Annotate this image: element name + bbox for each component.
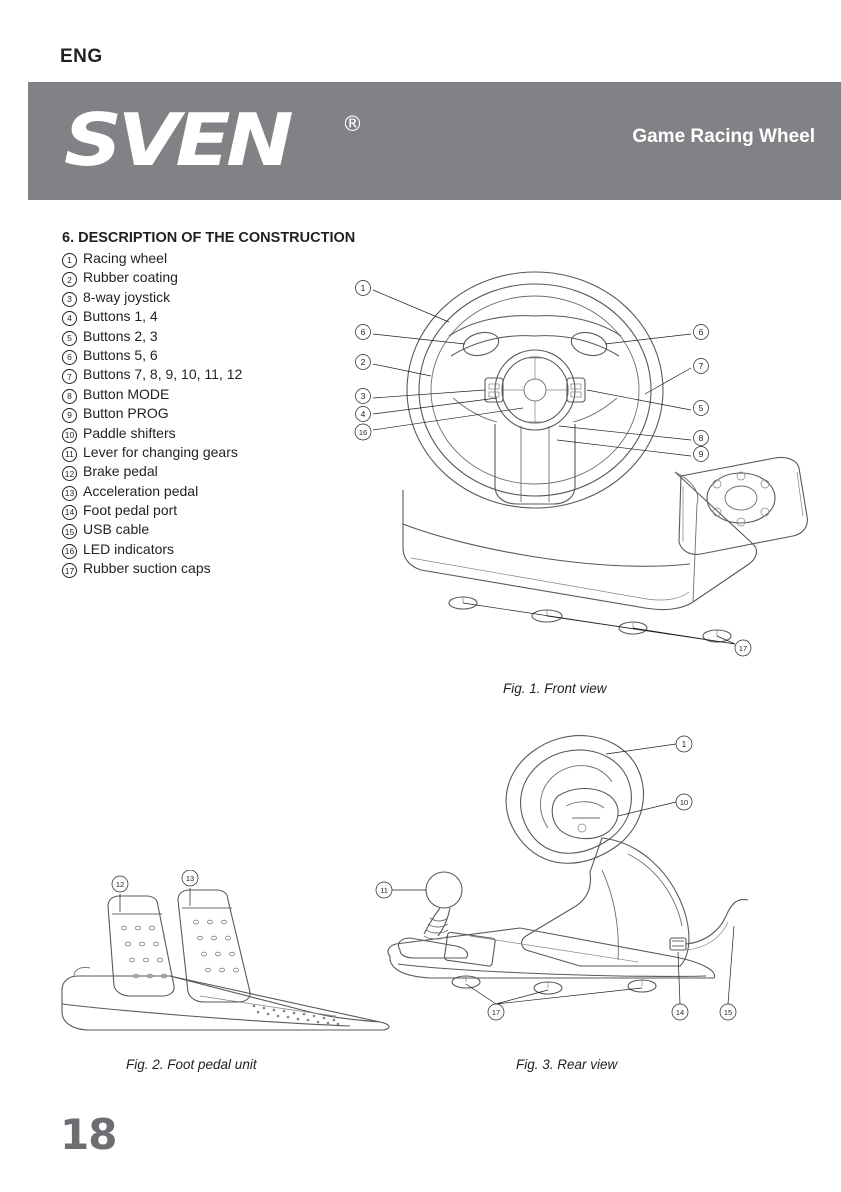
callout-number: 12	[62, 466, 77, 481]
list-item-label: Racing wheel	[83, 250, 168, 266]
callout-number: 3	[62, 292, 77, 307]
list-item-label: Buttons 1, 4	[83, 308, 158, 325]
language-marker: ENG	[60, 46, 103, 67]
list-item	[62, 425, 362, 444]
list-item	[62, 250, 362, 269]
list-item-label: Buttons 7, 8, 9, 10, 11, 12	[83, 366, 243, 383]
callout-number: 9	[62, 408, 77, 423]
svg-text:6: 6	[698, 327, 704, 337]
list-item	[62, 444, 362, 463]
figure-3-caption: Fig. 3. Rear view	[516, 1057, 618, 1072]
list-item	[62, 289, 362, 308]
section-heading: 6. DESCRIPTION OF THE CONSTRUCTION	[62, 230, 356, 246]
list-item	[62, 328, 362, 347]
callout-number: 4	[62, 311, 77, 326]
list-item-label: Lever for changing gears	[83, 443, 238, 460]
figure-1-front-view-illustration	[345, 258, 815, 673]
list-item-label: Button MODE	[83, 385, 170, 402]
list-item	[62, 502, 362, 521]
figure-1-caption: Fig. 1. Front view	[503, 681, 607, 696]
callout-number: 15	[62, 524, 77, 539]
list-item	[62, 386, 362, 405]
callout-number: 8	[62, 389, 77, 404]
svg-text:6: 6	[360, 327, 366, 337]
callout-number: 5	[62, 331, 77, 346]
list-item-label: Buttons 5, 6	[83, 346, 158, 363]
list-item-label: USB cable	[83, 521, 150, 538]
svg-text:13: 13	[185, 874, 195, 883]
callout-number: 13	[62, 486, 77, 501]
svg-text:10: 10	[679, 798, 689, 807]
svg-text:16: 16	[358, 428, 368, 437]
list-item	[62, 405, 362, 424]
callout-number: 2	[62, 272, 77, 287]
callout-number: 11	[62, 447, 77, 462]
list-item-label: Brake pedal	[83, 463, 158, 480]
list-item-label: Rubber coating	[83, 269, 178, 286]
svg-text:12: 12	[115, 880, 125, 889]
product-title: Game Racing Wheel	[632, 126, 815, 147]
svg-text:15: 15	[723, 1008, 733, 1017]
brand-logo: SVEN	[64, 98, 290, 182]
svg-text:14: 14	[675, 1008, 685, 1017]
figure-3-rear-view-illustration	[370, 720, 800, 1040]
parts-list	[62, 250, 362, 580]
list-item-label: Foot pedal port	[83, 502, 178, 519]
svg-text:17: 17	[738, 644, 748, 653]
list-item	[62, 347, 362, 366]
list-item-label: Paddle shifters	[83, 424, 176, 441]
list-item-label: LED indicators	[83, 540, 175, 557]
registered-trademark-icon: ®	[342, 112, 363, 136]
page-header-bar	[28, 82, 841, 200]
svg-text:2: 2	[360, 357, 366, 367]
list-item	[62, 269, 362, 288]
svg-text:3: 3	[360, 391, 366, 401]
list-item-label: Rubber suction caps	[83, 560, 211, 577]
svg-text:8: 8	[698, 433, 704, 443]
list-item	[62, 560, 362, 579]
list-item	[62, 463, 362, 482]
callout-number: 14	[62, 505, 77, 520]
list-item	[62, 308, 362, 327]
list-item-label: Button PROG	[83, 405, 169, 422]
svg-text:17: 17	[491, 1008, 501, 1017]
callout-number: 10	[62, 428, 77, 443]
svg-text:7: 7	[698, 361, 704, 371]
page-number: 18	[60, 1110, 117, 1159]
figure-2-caption: Fig. 2. Foot pedal unit	[126, 1057, 257, 1072]
list-item	[62, 521, 362, 540]
svg-text:9: 9	[698, 449, 704, 459]
list-item	[62, 541, 362, 560]
callout-number: 7	[62, 369, 77, 384]
callout-number: 17	[62, 563, 77, 578]
svg-text:4: 4	[360, 409, 366, 419]
svg-text:11: 11	[380, 886, 388, 895]
list-item-label: Acceleration pedal	[83, 482, 199, 499]
list-item-label: 8-way joystick	[83, 288, 171, 305]
svg-text:1: 1	[360, 283, 366, 293]
callout-number: 1	[62, 253, 77, 268]
svg-text:5: 5	[698, 403, 704, 413]
callout-number: 16	[62, 544, 77, 559]
callout-number: 6	[62, 350, 77, 365]
svg-text:1: 1	[681, 739, 687, 749]
list-item	[62, 483, 362, 502]
list-item-label: Buttons 2, 3	[83, 327, 158, 344]
list-item	[62, 366, 362, 385]
figure-2-foot-pedal-illustration	[50, 870, 400, 1040]
